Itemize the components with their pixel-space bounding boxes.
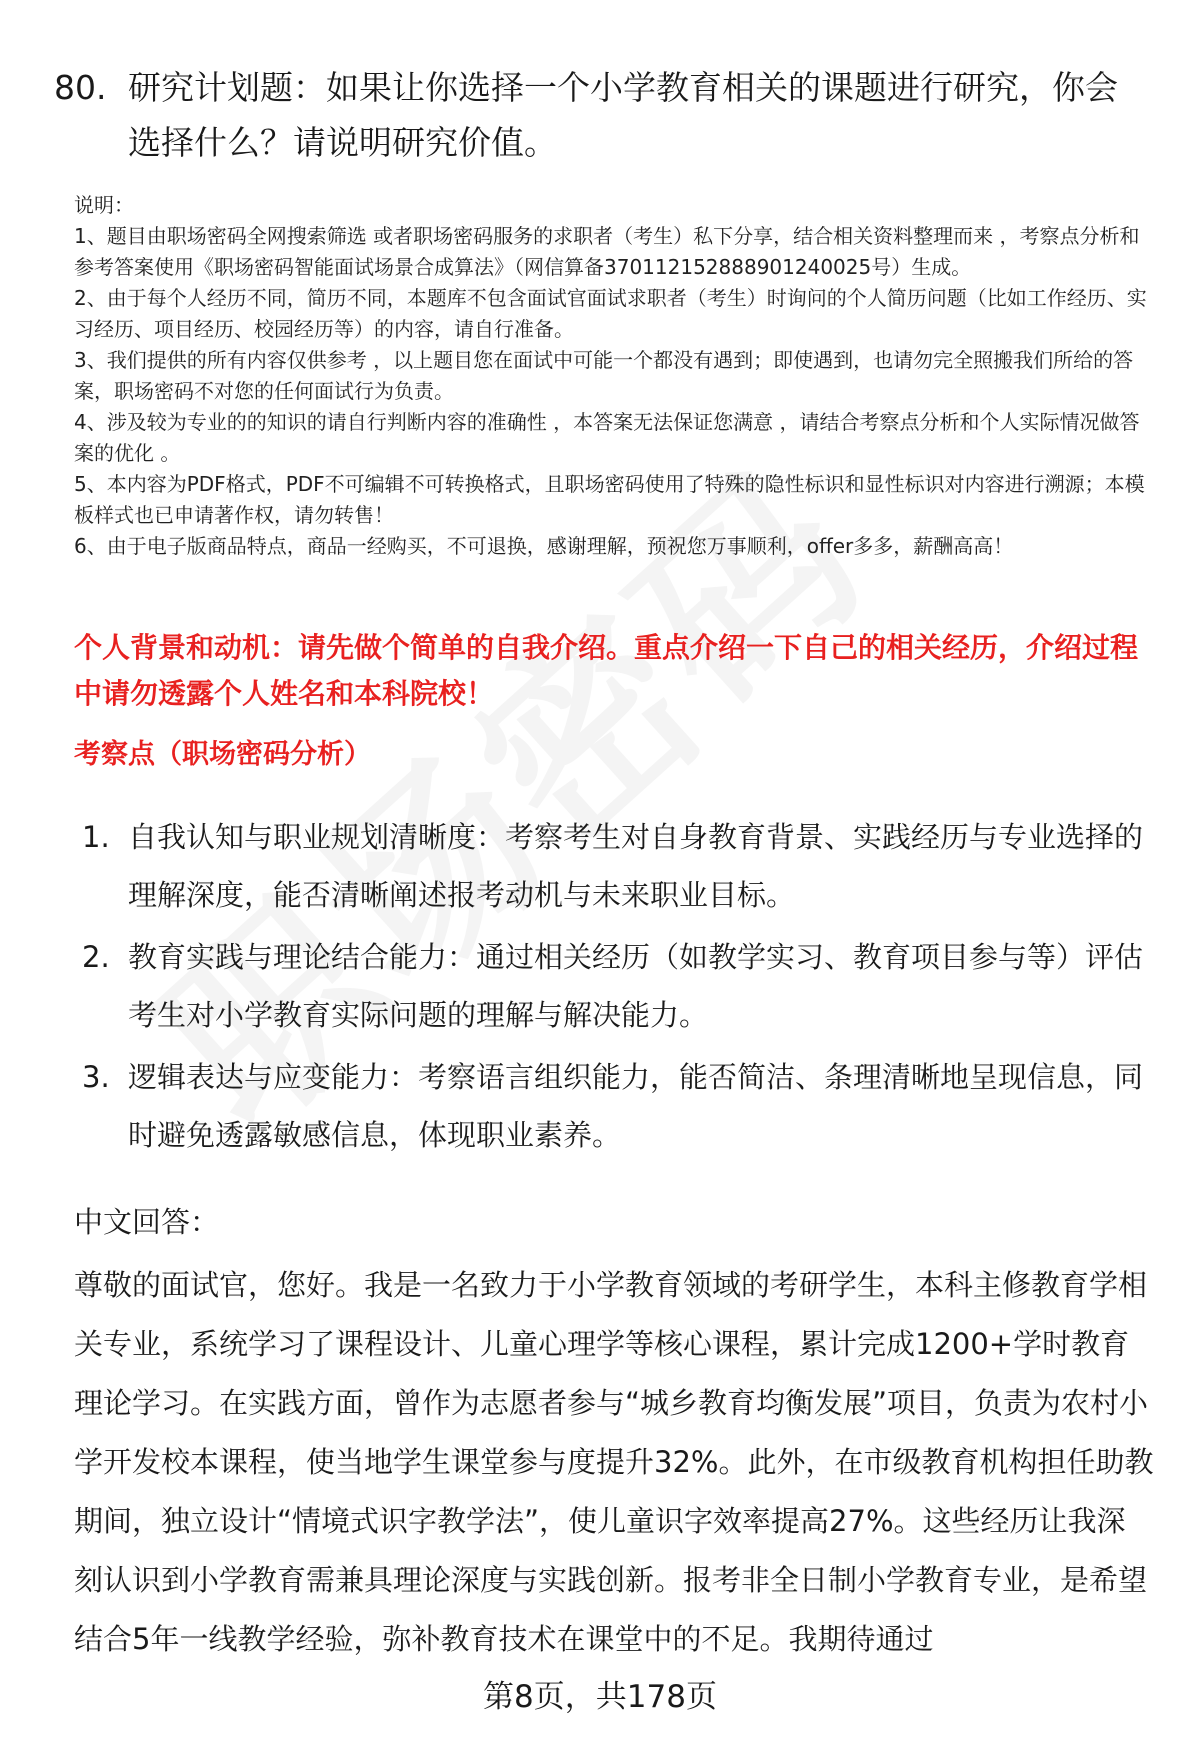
question-number: 80. (54, 68, 107, 107)
note-item: 3、我们提供的所有内容仅供参考 ，以上题目您在面试中可能一个都没有遇到；即使遇到，也请勿完全照搬我们所给的答案，职场密码不对您的任何面试行为负责。 (74, 348, 1134, 403)
list-item (82, 808, 1157, 924)
point-text: 自我认知与职业规划清晰度：考察考生对自身教育背景、实践经历与专业选择的理解深度，能否清晰阐述报考动机与未来职业目标。 (128, 820, 1144, 912)
point-text: 教育实践与理论结合能力：通过相关经历（如教学实习、教育项目参与等）评估考生对小学教育实际问题的理解与解决能力。 (128, 940, 1144, 1032)
background-motivation-title: 个人背景和动机：请先做个简单的自我介绍。重点介绍一下自己的相关经历，介绍过程中请勿透露个人姓名和本科院校！ (74, 631, 1139, 710)
notes-heading: 说明： (74, 193, 134, 217)
note-item: 6、由于电子版商品特点，商品一经购买，不可退换，感谢理解，预祝您万事顺利，offer多多，薪酬高高！ (74, 534, 1014, 558)
question-text: 研究计划题：如果让你选择一个小学教育相关的课题进行研究，你会选择什么？请说明研究价值。 (128, 68, 1118, 162)
point-text: 逻辑表达与应变能力：考察语言组织能力，能否简洁、条理清晰地呈现信息，同时避免透露敏感信息，体现职业素养。 (128, 1060, 1144, 1152)
question-heading (54, 60, 1154, 170)
note-item: 5、本内容为PDF格式，PDF不可编辑不可转换格式，且职场密码使用了特殊的隐性标识和显性标识对内容进行溯源；本模板样式也已申请著作权，请勿转售！ (74, 472, 1145, 527)
analysis-points-list (82, 808, 1157, 1168)
list-item (82, 1048, 1157, 1164)
answer-body: 尊敬的面试官，您好。我是一名致力于小学教育领域的考研学生，本科主修教育学相关专业，系统学习了课程设计、儿童心理学等核心课程，累计完成1200+学时教育理论学习。在实践方面，曾作为志愿者参与“城乡教育均衡发展”项目，负责为农村小学开发校本课程，使当地学生课堂参与度提升32%。此外，在市级教育机构担任助教期间，独立设计“情境式识字教学法”，使儿童识字效率提高27%。这些经历让我深刻认识到小学教育需兼具理论深度与实践创新。报考非全日制小学教育专业，是希望结合5年一线教学经验，弥补教育技术在课堂中的不足。我期待通过 (74, 1268, 1154, 1656)
note-item: 4、涉及较为专业的的知识的请自行判断内容的准确性 ，本答案无法保证您满意 ，请结合考察点分析和个人实际情况做答案的优化 。 (74, 410, 1140, 465)
page-number: 第8页，共178页 (483, 1679, 717, 1715)
point-number: 1. (82, 820, 110, 854)
notes-section (74, 190, 1154, 562)
note-item: 1、题目由职场密码全网搜索筛选 或者职场密码服务的求职者（考生）私下分享，结合相关资料整理而来 ，考察点分析和参考答案使用《职场密码智能面试场景合成算法》（网信算备370112152888901240025号）生成。 (74, 224, 1140, 279)
point-number: 2. (82, 940, 110, 974)
list-item (82, 928, 1157, 1044)
point-number: 3. (82, 1060, 110, 1094)
answer-heading: 中文回答： (74, 1205, 220, 1239)
analysis-title: 考察点（职场密码分析） (74, 739, 371, 770)
note-item: 2、由于每个人经历不同，简历不同，本题库不包含面试官面试求职者（考生）时询问的个人简历问题（比如工作经历、实习经历、项目经历、校园经历等）的内容，请自行准备。 (74, 286, 1147, 341)
